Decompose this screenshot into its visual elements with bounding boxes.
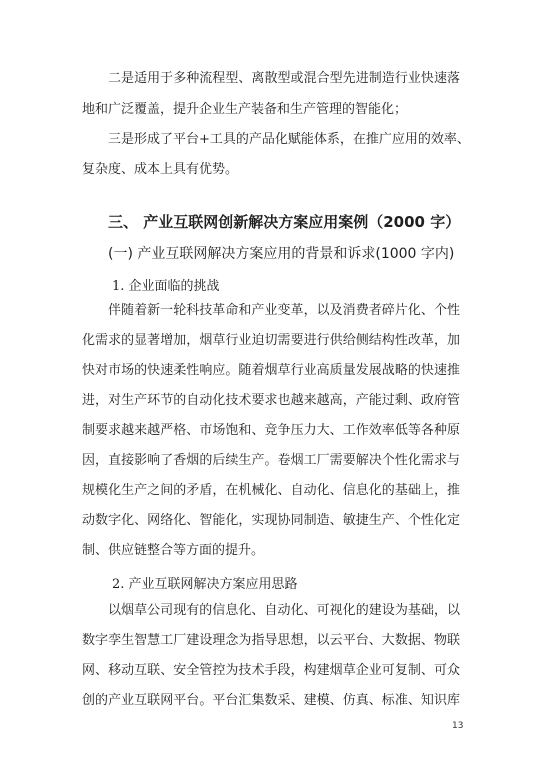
item-2-title: 2. 产业互联网解决方案应用思路	[112, 577, 298, 592]
paragraph-line: 制要求越来越严格、市场饱和、竞争压力大、工作效率低等各种原	[82, 423, 460, 438]
paragraph-line: 化需求的显著增加，烟草行业迫切需要进行供给侧结构性改革，加	[82, 333, 460, 348]
intro-line-1: 二是适用于多种流程型、离散型或混合型先进制造行业快速落	[108, 71, 460, 86]
intro-line-4: 复杂度、成本上具有优势。	[82, 162, 239, 177]
section-heading: 三、 产业互联网创新解决方案应用案例（2000 字）	[108, 213, 461, 231]
paragraph-line: 因，直接影响了香烟的后续生产。卷烟工厂需要解决个性化需求与	[82, 453, 460, 468]
paragraph-line: 动数字化、网络化、智能化，实现协同制造、敏捷生产、个性化定	[82, 513, 460, 528]
paragraph-line: 网、移动互联、安全管控为技术手段，构建烟草企业可复制、可众	[82, 663, 460, 678]
paragraph-line: 以烟草公司现有的信息化、自动化、可视化的建设为基础，以	[108, 603, 460, 618]
paragraph-line: 数字孪生智慧工厂建设理念为指导思想，以云平台、大数据、物联	[82, 633, 460, 648]
paragraph-line: 快对市场的快速柔性响应。随着烟草行业高质量发展战略的快速推	[82, 363, 460, 378]
section-subheading: (一) 产业互联网解决方案应用的背景和诉求(1000 字内)	[108, 246, 455, 262]
paragraph-line: 规模化生产之间的矛盾，在机械化、自动化、信息化的基础上，推	[82, 483, 460, 498]
paragraph-line: 进，对生产环节的自动化技术要求也越来越高，产能过剩、政府管	[82, 393, 460, 408]
paragraph-line: 制、供应链整合等方面的提升。	[82, 543, 265, 558]
paragraph-line: 创的产业互联网平台。平台汇集数采、建模、仿真、标准、知识库	[82, 693, 460, 708]
paragraph-line: 伴随着新一轮科技革命和产业变革，以及消费者碎片化、个性	[108, 303, 460, 318]
page-number: 13	[452, 721, 464, 731]
intro-line-3: 三是形成了平台+工具的产品化赋能体系，在推广应用的效率、	[108, 132, 470, 147]
intro-line-2: 地和广泛覆盖，提升企业生产装备和生产管理的智能化；	[82, 102, 408, 117]
item-1-title: 1. 企业面临的挑战	[112, 279, 220, 294]
